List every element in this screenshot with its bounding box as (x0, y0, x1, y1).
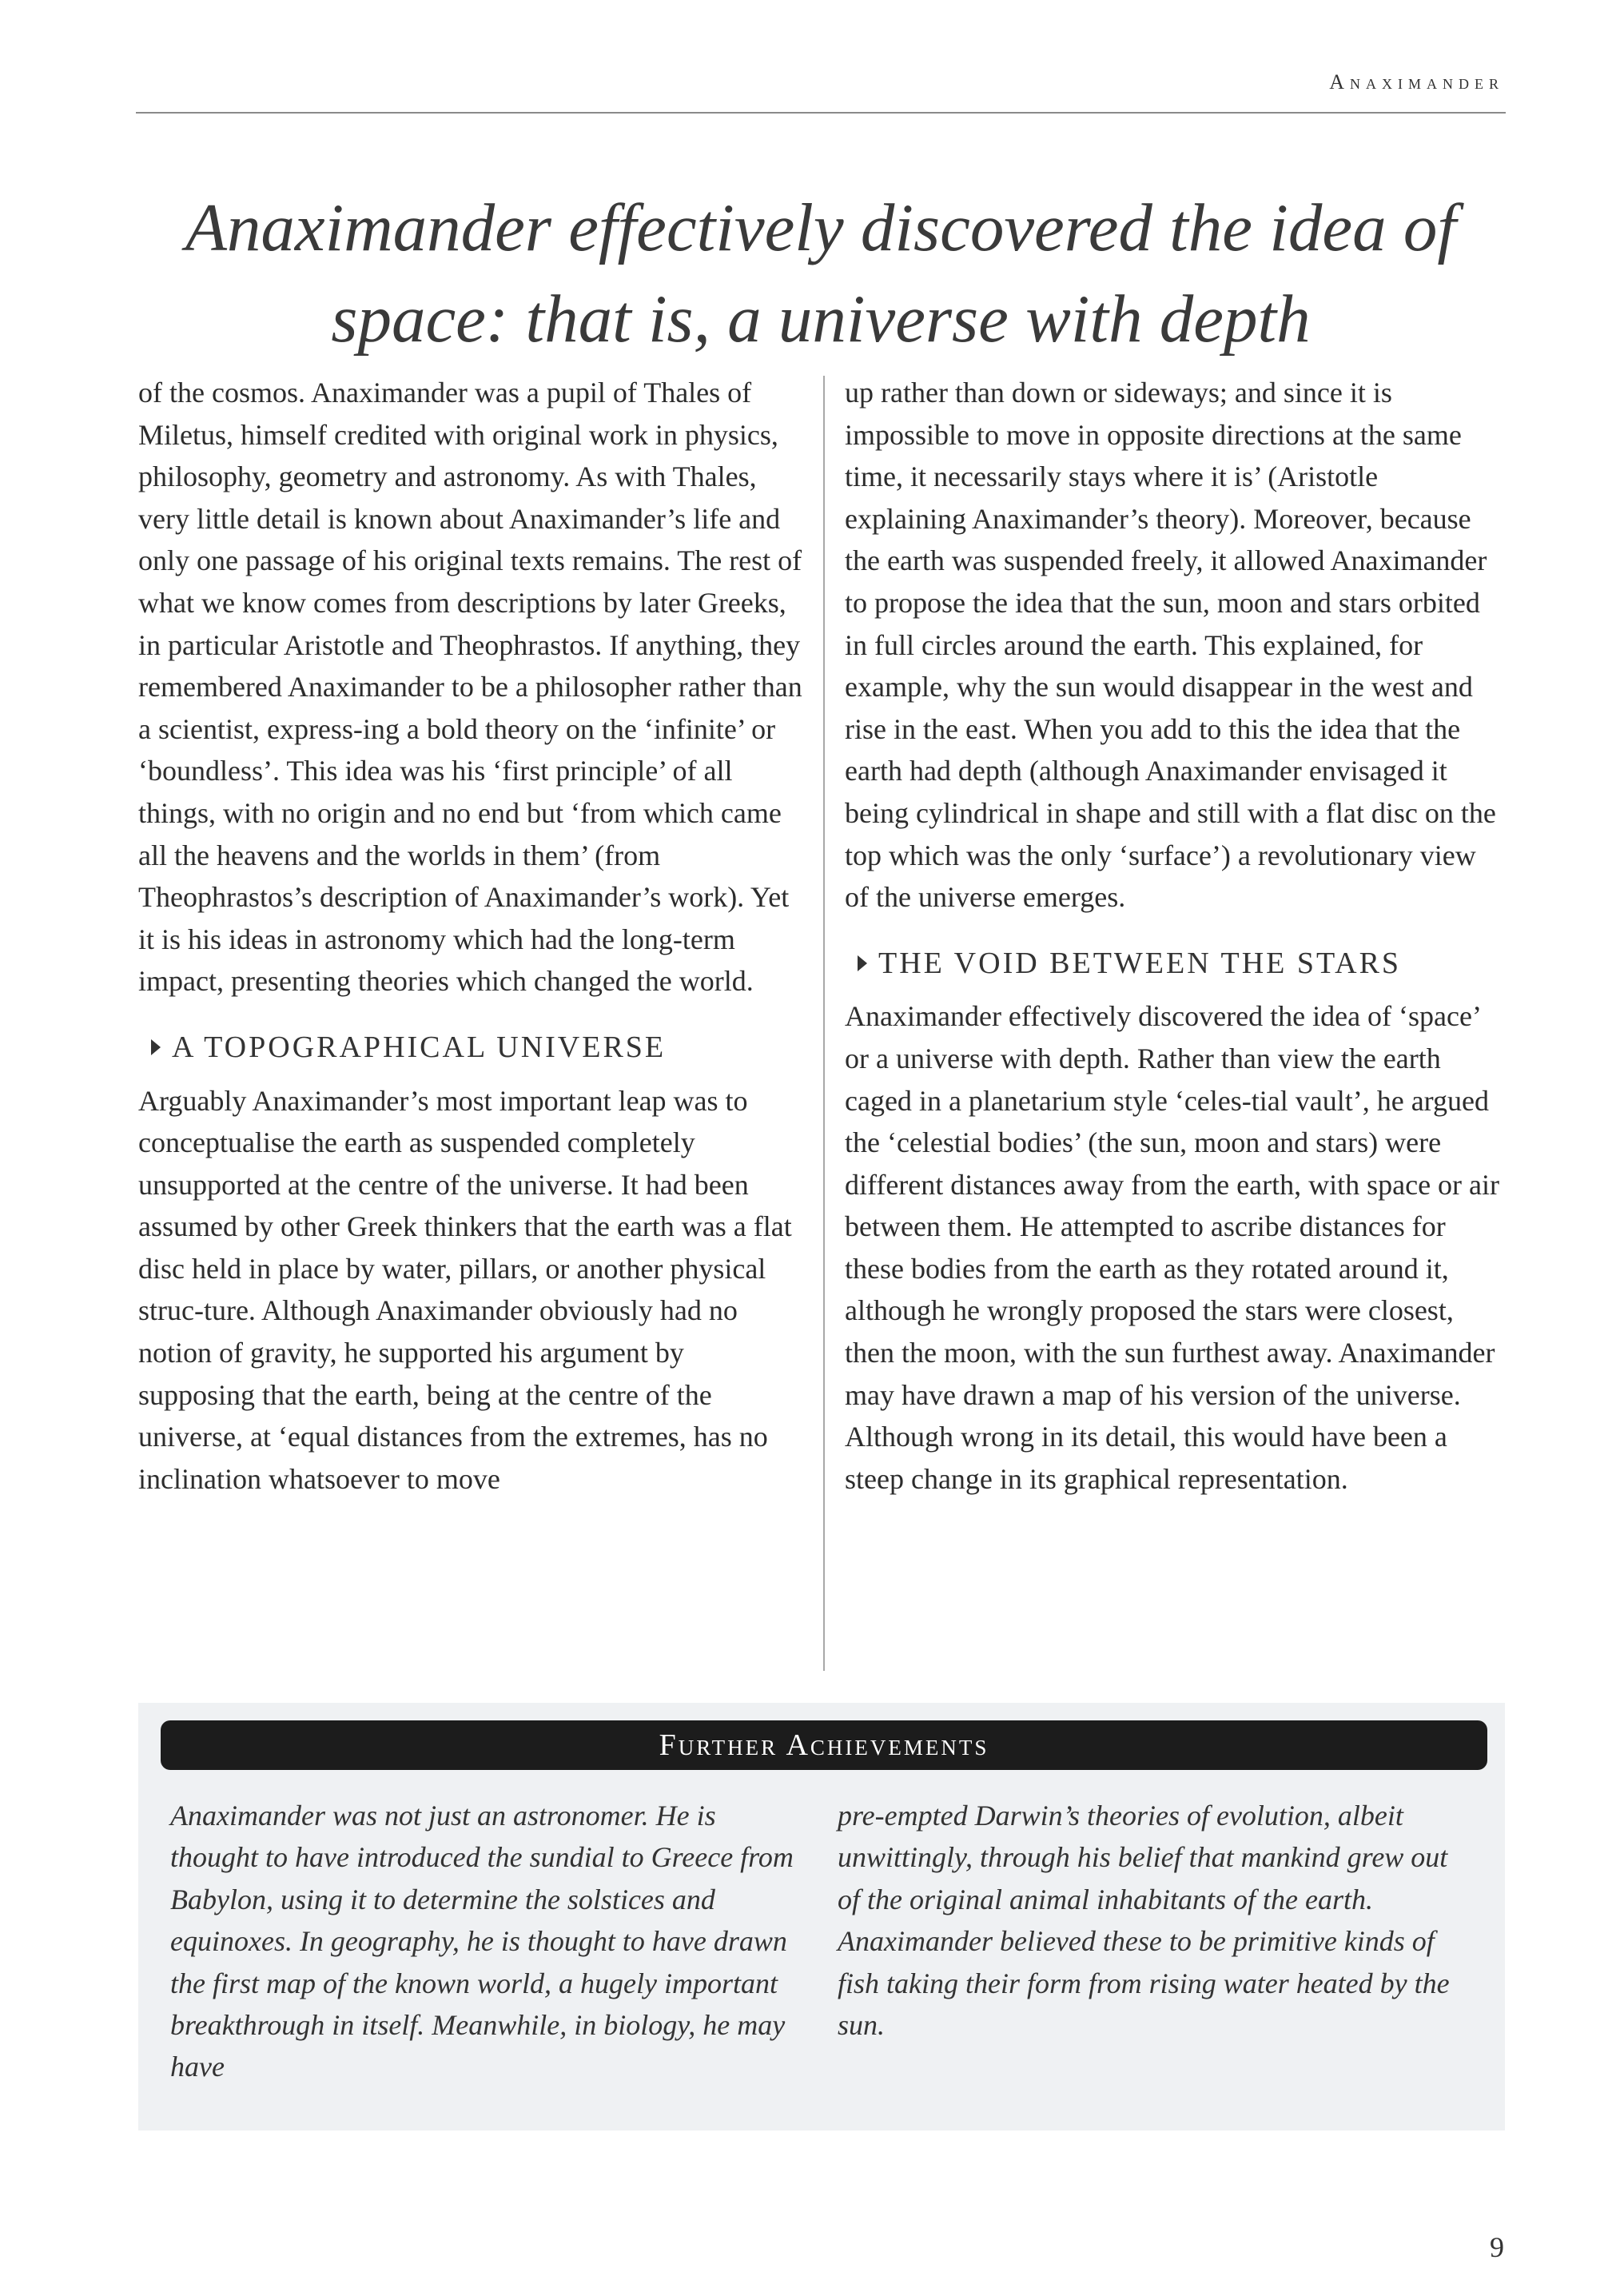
section-heading (138, 1026, 806, 1069)
section-heading-label: A TOPOGRAPHICAL UNIVERSE (172, 1030, 667, 1064)
header-rule (136, 112, 1506, 114)
box-title: Further Achievements (161, 1720, 1487, 1770)
left-column (138, 372, 806, 1500)
body-paragraph: Arguably Anaximander’s most important leap was to conceptualise the earth as suspended completely unsupported at the centre of the universe. It had been assumed by other Greek thinkers that the earth was a flat disc held in place by water, pillars, or another physical struc-ture. Although Anaximander obviously had no notion of gravity, he supported his argument by supposing that the earth, being at the centre of the universe, at ‘equal distances from the extremes, has no inclination whatsoever to move (138, 1084, 792, 1495)
arrow-icon (151, 1039, 161, 1055)
running-head: Anaximander (1329, 70, 1504, 94)
right-column (845, 372, 1505, 1500)
column-divider (823, 376, 825, 1671)
arrow-icon (858, 955, 867, 971)
body-paragraph: of the cosmos. Anaximander was a pupil of Thales of Miletus, himself credited with original work in physics, philosophy, geometry and astronomy. As with Thales, very little detail is known about Anaximander’s life and only one passage of his original texts remains. The rest of what we know comes from descriptions by later Greeks, in particular Aristotle and Theophrastos. If anything, they remembered Anaximander to be a philosopher rather than a scientist, express-ing a bold theory on the ‘infinite’ or ‘boundless’. This idea was his ‘first principle’ of all things, with no origin and no end but ‘from which came all the heavens and the worlds in them’ (from Theophrastos’s description of Anaximander’s work). Yet it is his ideas in astronomy which had the long-term impact, presenting theories which changed the world. (138, 377, 802, 998)
further-achievements-box (138, 1703, 1505, 2131)
pull-quote: Anaximander effectively discovered the idea of space: that is, a universe with depth (185, 190, 1456, 357)
section-heading (845, 943, 1505, 985)
box-text-left: Anaximander was not just an astronomer. He is thought to have introduced the sundial to Greece from Babylon, using it to determine the solstices and equinoxes. In geography, he is thought to have drawn the first map of the known world, a hugely important breakthrough in itself. Meanwhile, in biology, he may have (170, 1800, 794, 2083)
body-paragraph: Anaximander effectively discovered the idea of ‘space’ or a universe with depth. Rather than view the earth caged in a planetarium style ‘celes-tial vault’, he argued the ‘celestial bodies’ (the sun, moon and stars) were different distances away from the earth, with space or air between them. He attempted to ascribe distances for these bodies from the earth as they rotated around it, although he wrongly proposed the stars were closest, then the moon, with the sun furthest away. Anaximander may have drawn a map of his version of the universe. Although wrong in its detail, this would have been a steep change in its graphical representation. (845, 1000, 1499, 1495)
page-number: 9 (1490, 2231, 1504, 2263)
box-text-right: pre-empted Darwin’s theories of evolution, albeit unwittingly, through his belief that mankind grew out of the original animal inhabitants of the earth. Anaximander believed these to be primitive kinds of fish taking their form from rising water heated by the sun. (838, 1800, 1450, 2042)
section-heading-label: THE VOID BETWEEN THE STARS (878, 946, 1402, 980)
body-paragraph: up rather than down or sideways; and since it is impossible to move in opposite directions at the same time, it necessarily stays where it is’ (Aristotle explaining Anaximander’s theory). Moreover, because the earth was suspended freely, it allowed Anaximander to propose the idea that the sun, moon and stars orbited in full circles around the earth. This explained, for example, why the sun would disappear in the west and rise in the east. When you add to this the idea that the earth had depth (although Anaximander envisaged it being cylindrical in shape and still with a flat disc on the top which was the only ‘surface’) a revolutionary view of the universe emerges. (845, 377, 1496, 914)
